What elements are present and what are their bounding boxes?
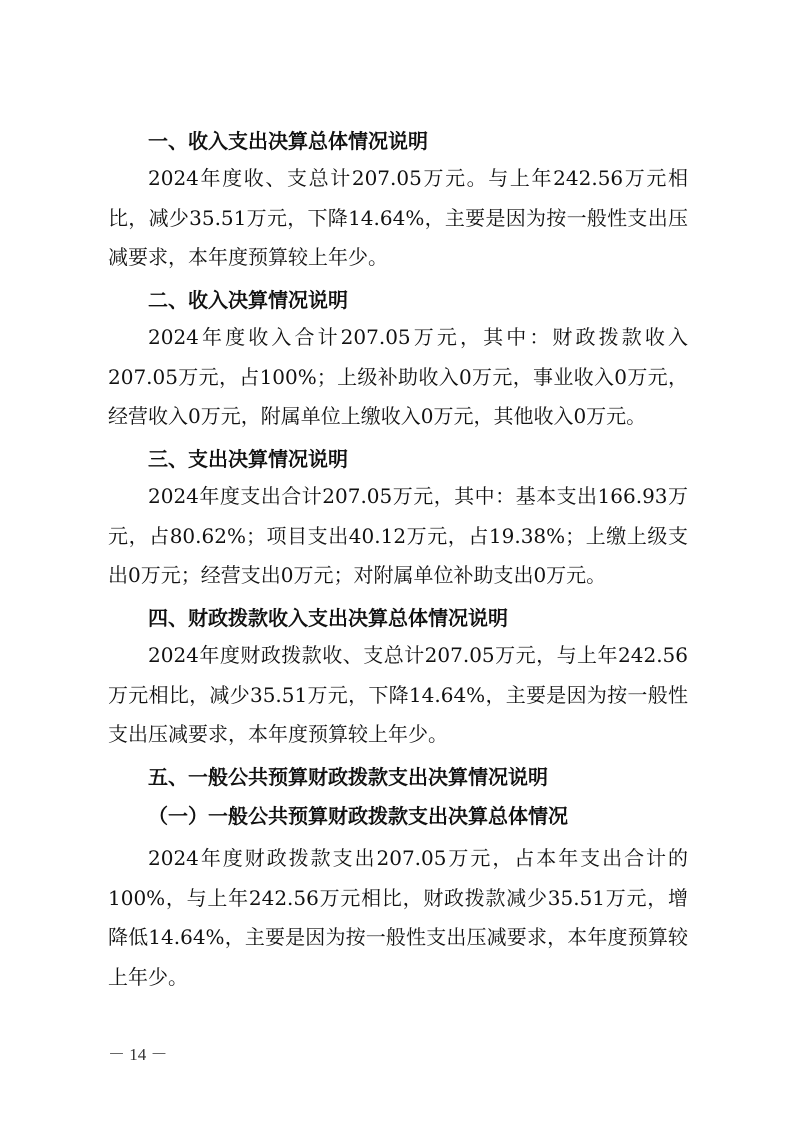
section-paragraph-4: 2024年度财政拨款收、支总计207.05万元，与上年242.56万元相比，减少35.51万元，下降14.64%，主要是因为按一般性支出压减要求，本年度预算较上年少。	[108, 643, 688, 746]
section-heading-3: 三、支出决算情况说明	[148, 447, 348, 471]
subsection-paragraph-5-1: 2024年度财政拨款支出207.05万元，占本年支出合计的100%，与上年242.56万元相比，财政拨款减少35.51万元，增降低14.64%，主要是因为按一般性支出压减要求，本年度预算较上年少。	[108, 846, 688, 989]
section-heading-5: 五、一般公共预算财政拨款支出决算情况说明	[148, 765, 548, 789]
section-heading-1: 一、收入支出决算总体情况说明	[148, 129, 428, 153]
section-paragraph-1: 2024年度收、支总计207.05万元。与上年242.56万元相比，减少35.51万元，下降14.64%，主要是因为按一般性支出压减要求，本年度预算较上年少。	[108, 166, 688, 269]
section-heading-2: 二、收入决算情况说明	[148, 288, 348, 312]
section-heading-4: 四、财政拨款收入支出决算总体情况说明	[148, 606, 508, 630]
page-number: － 14 －	[108, 1045, 168, 1064]
subsection-heading-5-1: （一）一般公共预算财政拨款支出决算总体情况	[148, 804, 568, 828]
section-paragraph-2: 2024年度收入合计207.05万元，其中：财政拨款收入207.05万元，占100%；上级补助收入0万元，事业收入0万元，经营收入0万元，附属单位上缴收入0万元，其他收入0万元。	[108, 325, 688, 428]
section-paragraph-3: 2024年度支出合计207.05万元，其中：基本支出166.93万元，占80.62%；项目支出40.12万元，占19.38%；上缴上级支出0万元；经营支出0万元；对附属单位补助支出0万元。	[108, 484, 688, 587]
